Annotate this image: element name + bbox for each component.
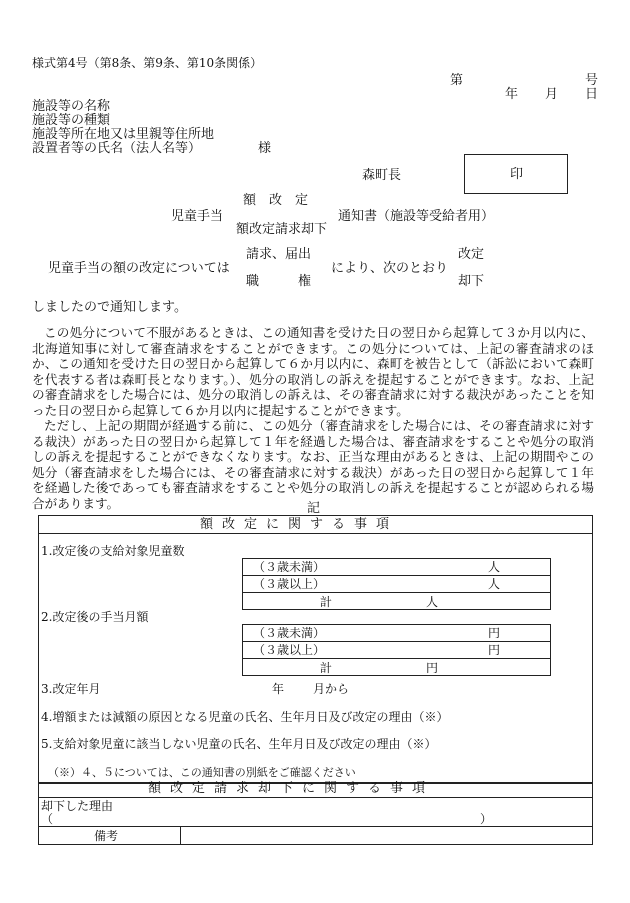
divider	[243, 575, 550, 576]
date-month: 月	[545, 87, 559, 102]
section2-header: 額改定請求却下に関する事項	[148, 781, 435, 796]
item3-label: 3.改定年月	[41, 682, 101, 696]
child-total-unit: 人	[426, 595, 439, 609]
item3-month: 月から	[313, 682, 350, 696]
recipient-address: 施設等所在地又は里親等住所地	[32, 127, 215, 142]
date-year: 年	[505, 87, 519, 102]
sentence-tail: しましたので通知します。	[32, 300, 187, 315]
rejection-reason-label: 却下した理由	[41, 799, 114, 813]
amount-total-label: 計	[320, 661, 333, 675]
item3-year: 年	[272, 682, 285, 696]
amount-over3-unit: 円	[488, 643, 501, 657]
date-day: 日	[585, 87, 599, 102]
sentence-option-ex-officio: 職 権	[246, 274, 312, 289]
section1-header: 額改定に関する事項	[200, 517, 399, 532]
amount-over3-label: （３歳以上）	[253, 643, 326, 657]
child-under3-unit: 人	[488, 560, 501, 574]
child-count-table	[242, 558, 551, 610]
divider	[243, 641, 550, 642]
divider	[38, 533, 593, 534]
ki-mark: 記	[307, 501, 321, 516]
title-option-rejection: 額改定請求却下	[236, 222, 328, 237]
amount-under3-label: （３歳未満）	[253, 626, 326, 640]
form-number: 様式第4号（第8条、第9条、第10条関係）	[32, 56, 263, 70]
sentence-option-request: 請求、届出	[246, 247, 312, 262]
doc-number-prefix: 第	[450, 73, 464, 88]
title-right: 通知書（施設等受給者用）	[338, 209, 495, 224]
appeal-notice	[32, 325, 594, 511]
sentence-lead: 児童手当の額の改定については	[48, 261, 230, 276]
item4-label: 4.増額または減額の原因となる児童の氏名、生年月日及び改定の理由（※）	[41, 710, 449, 724]
item-note: （※）４、５については、この通知書の別紙をご確認ください	[48, 766, 356, 779]
item2-label: 2.改定後の手当月額	[41, 610, 149, 624]
doc-number-suffix: 号	[585, 73, 599, 88]
title-option-amount-revision: 額 改 定	[243, 193, 309, 208]
child-under3-label: （３歳未満）	[253, 560, 326, 574]
item1-label: 1.改定後の支給対象児童数	[41, 544, 185, 558]
amount-total-unit: 円	[426, 661, 439, 675]
recipient-facility-type: 施設等の種類	[32, 113, 111, 128]
divider	[243, 658, 550, 659]
divider	[38, 797, 593, 798]
honorific: 様	[258, 141, 272, 156]
rejection-reason-close-paren: ）	[480, 812, 493, 826]
item5-label: 5.支給対象児童に該当しない児童の氏名、生年月日及び改定の理由（※）	[41, 737, 437, 751]
appeal-notice-paragraph-1: この処分について不服があるときは、この通知書を受けた日の翌日から起算して３か月以内に、北海道知事に対して審査請求をすることができます。この処分については、上記の審査請求のほか、この通知を受けた日の翌日から起算して６か月以内に、森町を被告として（訴訟において森町を代表する者は森町長となります。）、処分の取消しの訴えを提起することができます。なお、上記の審査請求をした場合には、処分の取消しの訴えは、その審査請求に対する裁決があったことを知った日の翌日から起算して６か月以内に提起することができます。	[32, 325, 594, 418]
remarks-label: 備考	[94, 829, 119, 843]
rejection-reason-open-paren: （	[41, 812, 54, 826]
sentence-option-revise: 改定	[458, 247, 485, 262]
sentence-middle: により、次のとおり	[331, 261, 449, 276]
issuer: 森町長	[362, 168, 402, 183]
appeal-notice-paragraph-2: ただし、上記の期間が経過する前に、この処分（審査請求をした場合には、その審査請求に対する裁決）があった日の翌日から起算して１年を経過した場合は、審査請求をすることや処分の取消しの訴えを提起することができなくなります。なお、正当な理由があるときは、上記の期間やこの処分（審査請求をした場合には、その審査請求に対する裁決）があった日の翌日から起算して１年を経過した後であっても審査請求をすることや処分の取消しの訴えを提起することが認められる場合があります。	[32, 418, 594, 511]
recipient-facility-name: 施設等の名称	[32, 99, 111, 114]
divider	[180, 826, 181, 845]
child-over3-unit: 人	[488, 577, 501, 591]
divider	[38, 826, 593, 827]
sentence-option-reject: 却下	[458, 274, 485, 289]
seal-box	[464, 154, 568, 194]
child-over3-label: （３歳以上）	[253, 577, 326, 591]
recipient-operator-name: 設置者等の氏名（法人名等）	[32, 141, 202, 156]
child-total-label: 計	[320, 595, 333, 609]
divider	[243, 592, 550, 593]
amount-under3-unit: 円	[488, 626, 501, 640]
title-left: 児童手当	[171, 209, 224, 224]
monthly-amount-table	[242, 624, 551, 676]
seal-mark: 印	[510, 167, 524, 182]
